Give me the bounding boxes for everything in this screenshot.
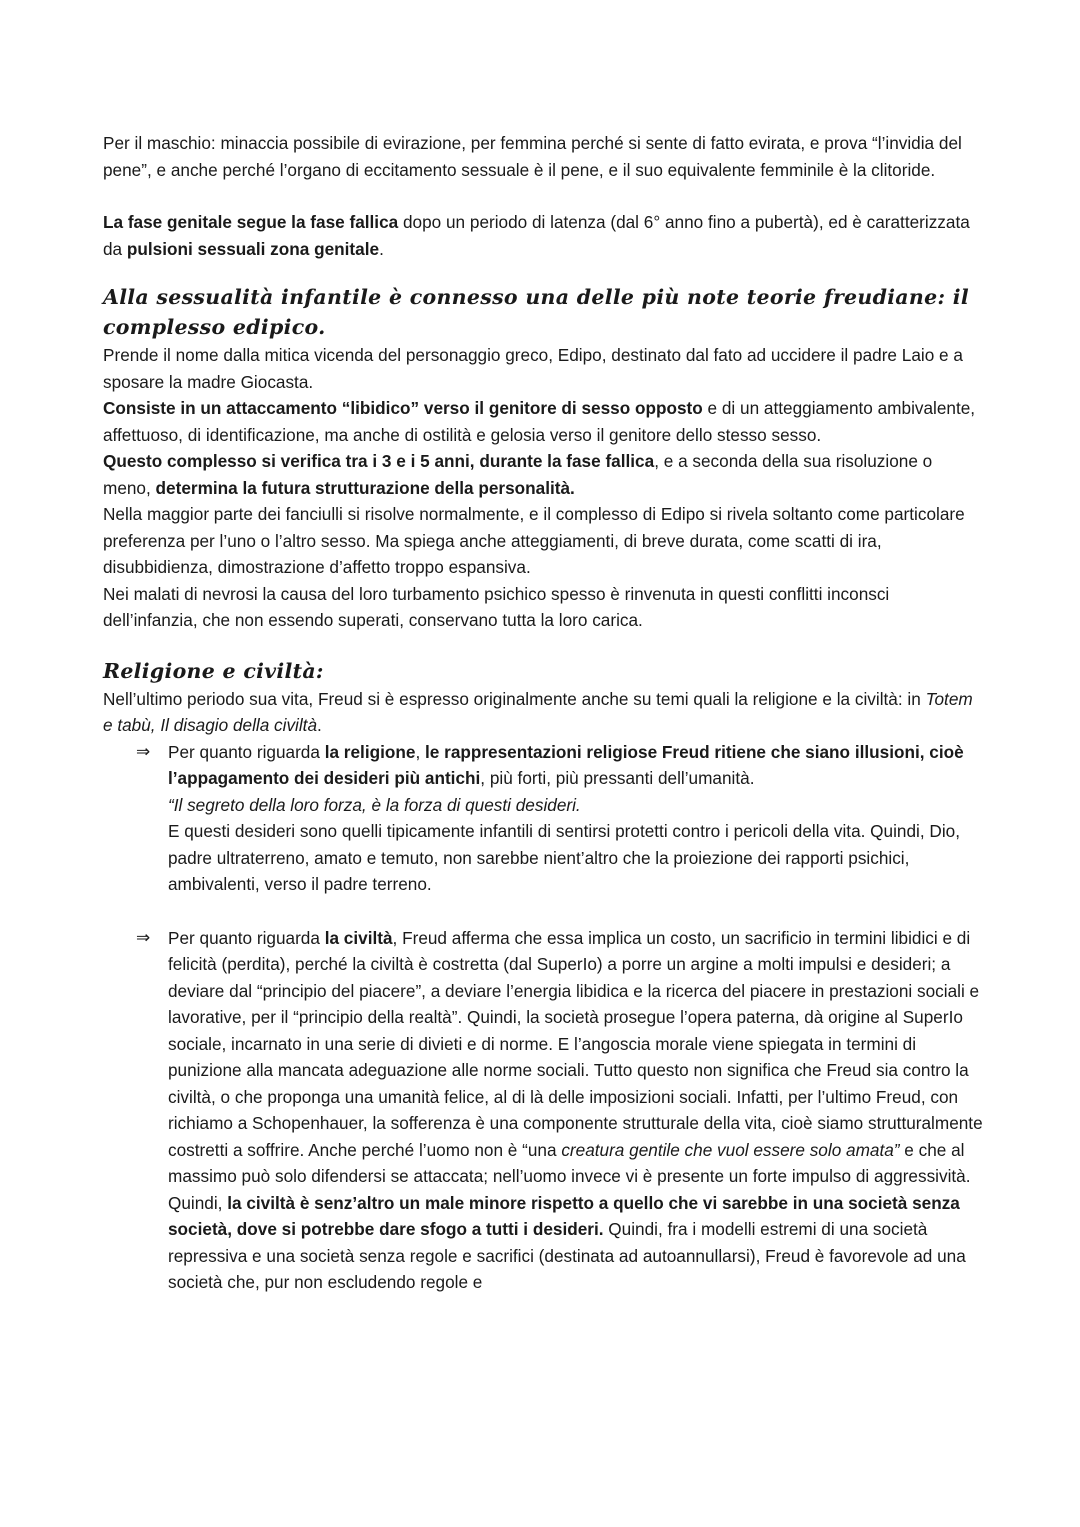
fase-genitale-end: . <box>379 238 384 259</box>
religione-item-text: Per quanto riguarda <box>168 741 325 762</box>
intro-paragraph: Per il maschio: minaccia possibile di evirazione, per femmina perché si sente di fatto evirata, e prova “l’invidia del pene”, e anche perché l’organo di eccitamento sessuale è il pene, e il suo equivalente femminile è la clitoride. <box>103 133 962 180</box>
religione-bold: la religione <box>324 741 416 762</box>
edipo-origin-paragraph: Prende il nome dalla mitica vicenda del personaggio greco, Edipo, destinato dal fato ad uccidere il padre Laio e a sposare la madre Giocasta. <box>103 345 963 392</box>
fase-genitale-text: dopo un periodo di latenza (dal 6° anno fino a pubertà), ed è caratterizzata da <box>103 212 970 259</box>
edipo-nevrosi-paragraph: Nei malati di nevrosi la causa del loro turbamento psichico spesso è rinvenuta in questi conflitti inconsci dell’infanzia, che non essendo superati, conservano tutta la loro carica. <box>103 583 890 630</box>
civilta-list-item <box>103 925 983 1296</box>
creatura-gentile-italic: creatura gentile che vuol essere solo amata” <box>561 1139 900 1160</box>
religione-list-item <box>103 739 983 898</box>
religione-intro-paragraph <box>103 686 983 739</box>
religione-works-italic: Totem e tabù, Il disagio della civiltà <box>103 688 973 735</box>
double-arrow-right-icon: ⇒ <box>136 741 151 762</box>
civilta-body-text: , Freud afferma che essa implica un costo, un sacrificio in termini libidici e di felicità (perdita), perché la civiltà è costretta (dal SuperIo) a porre un argine a molti impulsi e desideri; a deviare dal “principio del piacere”, a deviare l’energia libidica e la ricerca del piacere in prestazioni sociali e lavorative, per il “principio della realtà”. Quindi, la società prosegue l’opera paterna, dà origine al SuperIo sociale, incarnato in una serie di divieti e di norme. E l’angoscia morale viene spiegata in termini di punizione alla mancata adeguazione alle norme sociali. Tutto questo non significa che Freud sia contro la civiltà, o che proponga una umanità felice, al di là delle imposizioni sociali. Infatti, per l’ultimo Freud, con richiamo a Schopenhauer, la sofferenza è una componente strutturale della vita, cioè siamo strutturalmente costretti a soffrire. Anche perché l’uomo non è “una <box>168 927 983 1160</box>
paragraph-gap <box>103 183 983 209</box>
civilta-conclusion-text: Quindi, fra i modelli estremi di una società repressiva e una società senza regole e sacrifici (destinata ad autoannullarsi), Freud è favorevole ad una società che, pur non escludendo regole e <box>168 1219 966 1292</box>
edipo-age-bold: Questo complesso si verifica tra i 3 e i 5 anni, durante la fase fallica <box>103 451 655 471</box>
edipo-personality-bold: determina la futura strutturazione della personalità. <box>155 477 575 498</box>
religione-comma: , <box>415 741 426 762</box>
edipo-age-text: , e a seconda della sua risoluzione o meno, <box>103 451 933 498</box>
civilta-bold: la civiltà <box>324 927 393 948</box>
edipo-age-paragraph <box>103 448 983 501</box>
religione-item-end: , più forti, più pressanti dell’umanità. <box>480 768 755 788</box>
civilta-item-text: Per quanto riguarda <box>168 927 325 948</box>
civilta-aggressivita-text: e che al massimo può solo difendersi se attaccata; nell’uomo invece vi è presente un forte impulso di aggressività. Quindi, <box>168 1139 971 1213</box>
edipo-definition-text: e di un atteggiamento ambivalente, affettuoso, di identificazione, ma anche di ostilità e gelosia verso il genitore dello stesso sesso. <box>103 398 976 445</box>
religione-item-paragraph <box>168 739 983 792</box>
religione-heading: Religione e civiltà: <box>103 658 324 683</box>
document-page <box>103 130 983 1296</box>
religione-intro-end: . <box>317 715 322 735</box>
edipo-definition-paragraph <box>103 395 983 448</box>
fase-genitale-paragraph <box>103 209 983 262</box>
illusioni-bold: le rappresentazioni religiose Freud ritiene che siano illusioni, cioè l’appagamento dei desideri più antichi <box>168 741 964 788</box>
religione-quote-italic: “Il segreto della loro forza, è la forza di questi desideri. <box>168 794 581 815</box>
religione-intro-text: Nell’ultimo periodo sua vita, Freud si è espresso originalmente anche su temi quali la religione e la civiltà: in <box>103 688 926 709</box>
male-minore-bold: la civiltà è senz’altro un male minore rispetto a quello che vi sarebbe in una società senza società, dove si potrebbe dare sfogo a tutti i desideri. <box>168 1192 960 1239</box>
fase-genitale-bold: La fase genitale segue la fase fallica <box>103 212 399 232</box>
edipo-heading: Alla sessualità infantile è connesso una delle più note teorie freudiane: il complesso edipico. <box>103 285 969 339</box>
edipo-definition-bold: Consiste in un attaccamento “libidico” verso il genitore di sesso opposto <box>103 398 703 418</box>
religione-desideri-paragraph: E questi desideri sono quelli tipicamente infantili di sentirsi protetti contro i pericoli della vita. Quindi, Dio, padre ultraterreno, amato e temuto, non sarebbe nient’altro che la proiezione dei rapporti psichici, ambivalenti, verso il padre terreno. <box>168 821 960 894</box>
civilta-item-paragraph <box>168 925 983 1296</box>
pulsioni-bold: pulsioni sessuali zona genitale <box>126 238 380 259</box>
religione-quote <box>168 792 983 819</box>
double-arrow-right-icon: ⇒ <box>136 927 151 948</box>
edipo-resolution-paragraph: Nella maggior parte dei fanciulli si risolve normalmente, e il complesso di Edipo si rivela soltanto come particolare preferenza per l’uno o l’altro sesso. Ma spiega anche atteggiamenti, di breve durata, come scatti di ira, disubbidienza, dimostrazione d’affetto troppo espansiva. <box>103 504 965 577</box>
